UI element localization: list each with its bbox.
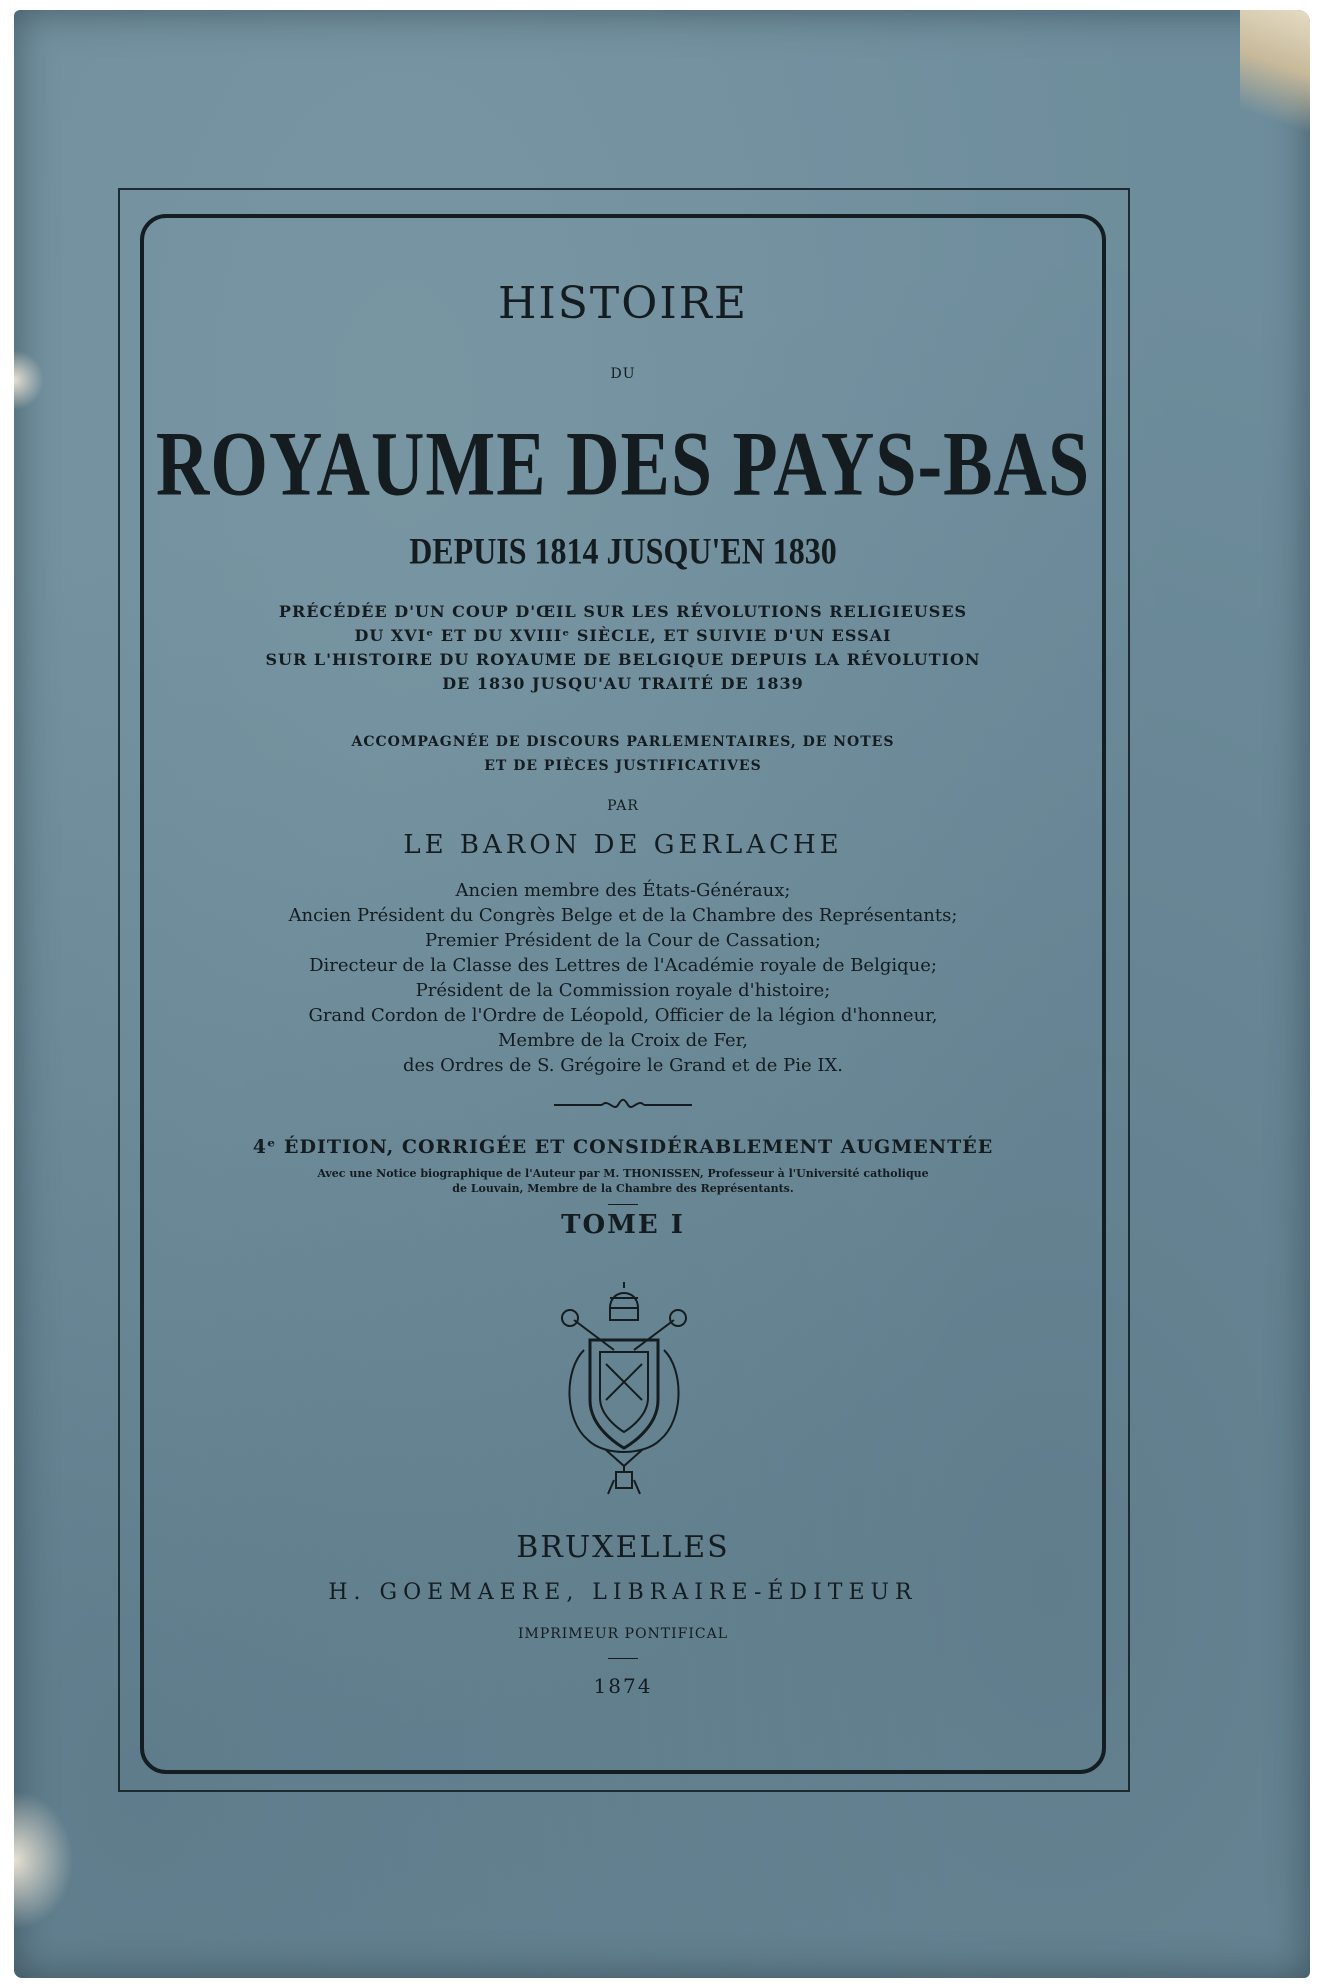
title-line-2: DU [610,366,636,382]
subtitle-line: SUR L'HISTOIRE DU ROYAUME DE BELGIQUE DEPUIS LA RÉVOLUTION [265,650,981,669]
author-title-line: Premier Président de la Cour de Cassation; [425,930,821,951]
divider [608,1204,638,1205]
publisher: H. GOEMAERE, LIBRAIRE-ÉDITEUR [328,1580,918,1605]
edition-line: 4ᵉ ÉDITION, CORRIGÉE ET CONSIDÉRABLEMENT AUGMENTÉE [252,1136,994,1158]
divider [608,1658,638,1659]
author-title-line: Directeur de la Classe des Lettres de l'Académie royale de Belgique; [309,955,937,976]
biographical-notice [174,1166,1072,1196]
author-title-line: Ancien membre des États-Généraux; [455,880,791,901]
subtitle-line: DU XVIᵉ ET DU XVIIIᵉ SIÈCLE, ET SUIVIE D'UN ESSAI [354,626,892,645]
author-title-line: Ancien Président du Congrès Belge et de la Chambre des Représentants; [288,905,958,926]
notice-line: Avec une Notice biographique de l'Auteur par M. THONISSEN, Professeur à l'Université catholique [317,1167,929,1180]
scroll-ornament-icon [554,1098,692,1112]
city: BRUXELLES [516,1530,730,1565]
edge-wear [14,350,44,410]
title-dates: DEPUIS 1814 JUSQU'EN 1830 [409,530,837,572]
author-name: LE BARON DE GERLACHE [403,830,843,860]
subtitle-line: PRÉCÉDÉE D'UN COUP D'ŒIL SUR LES RÉVOLUTIONS RELIGIEUSES [278,602,968,621]
author-title-line: Président de la Commission royale d'histoire; [415,980,831,1001]
volume-label: TOME I [561,1210,685,1240]
by-label: PAR [607,798,639,814]
publication-year: 1874 [593,1674,653,1698]
corner-wear [1240,10,1310,150]
accompaniment [174,730,1072,778]
accompaniment-line: ET DE PIÈCES JUSTIFICATIVES [484,758,762,774]
author-title-line: Grand Cordon de l'Ordre de Léopold, Officier de la légion d'honneur, [308,1005,938,1026]
title-line-1: HISTOIRE [498,278,748,329]
author-title-line: Membre de la Croix de Fer, [497,1030,748,1051]
subtitle-line: DE 1830 JUSQU'AU TRAITÉ DE 1839 [442,674,804,693]
printer: IMPRIMEUR PONTIFICAL [517,1626,729,1642]
author-titles [164,878,1082,1078]
main-title: ROYAUME DES PAYS-BAS [155,413,1091,516]
papal-coat-of-arms-icon [544,1280,704,1500]
accompaniment-line: ACCOMPAGNÉE DE DISCOURS PARLEMENTAIRES, DE NOTES [351,734,895,750]
notice-line: de Louvain, Membre de la Chambre des Représentants. [452,1182,794,1195]
edge-wear [14,1790,74,1930]
subtitle [174,600,1072,696]
author-title-line: des Ordres de S. Grégoire le Grand et de Pie IX. [402,1055,844,1076]
